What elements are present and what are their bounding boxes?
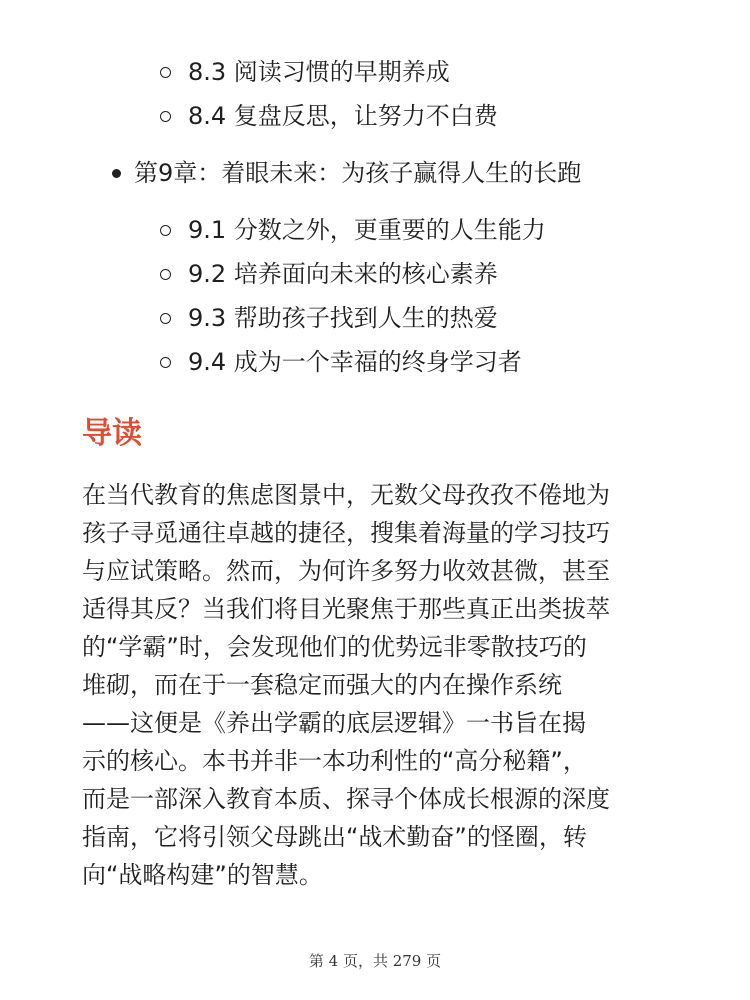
- hollow-circle-bullet-icon: [160, 225, 171, 236]
- paragraph-line: 与应试策略。然而，为何许多努力收效甚微，甚至: [82, 557, 610, 585]
- paragraph-line: 而是一部深入教育本质、探寻个体成长根源的深度: [82, 785, 610, 813]
- paragraph-line: ——这便是《养出学霸的底层逻辑》一书旨在揭: [82, 709, 586, 737]
- filled-circle-bullet-icon: [112, 169, 121, 178]
- section-heading: 导读: [82, 416, 142, 451]
- toc-chapter-item: [112, 153, 581, 193]
- toc-sub-item: [160, 298, 498, 338]
- paragraph-line: 示的核心。本书并非一本功利性的“高分秘籍”，: [82, 747, 587, 775]
- toc-sub-item: [160, 254, 498, 294]
- paragraph-line: 堆砌，而在于一套稳定而强大的内在操作系统: [82, 671, 562, 699]
- paragraph-line: 向“战略构建”的智慧。: [82, 861, 323, 889]
- toc-sub-item-label: 8.4 复盘反思，让努力不白费: [188, 102, 498, 130]
- page-number: 第 4 页，共 279 页: [308, 952, 442, 970]
- paragraph-line: 孩子寻觅通往卓越的捷径，搜集着海量的学习技巧: [82, 519, 610, 547]
- toc-sub-item: [160, 96, 498, 136]
- toc-sub-item-label: 8.3 阅读习惯的早期养成: [188, 58, 450, 86]
- toc-sub-item-label: 9.4 成为一个幸福的终身学习者: [188, 348, 522, 376]
- paragraph-line: 在当代教育的焦虑图景中，无数父母孜孜不倦地为: [82, 481, 610, 509]
- toc-sub-item: [160, 210, 546, 250]
- hollow-circle-bullet-icon: [160, 67, 171, 78]
- paragraph-line: 适得其反？当我们将目光聚焦于那些真正出类拔萃: [82, 595, 610, 623]
- toc-sub-item-label: 9.3 帮助孩子找到人生的热爱: [188, 304, 498, 332]
- paragraph-line: 的“学霸”时，会发现他们的优势远非零散技巧的: [82, 633, 587, 661]
- hollow-circle-bullet-icon: [160, 357, 171, 368]
- toc-chapter-label: 第9章：着眼未来：为孩子赢得人生的长跑: [134, 159, 582, 187]
- hollow-circle-bullet-icon: [160, 111, 171, 122]
- hollow-circle-bullet-icon: [160, 313, 171, 324]
- hollow-circle-bullet-icon: [160, 269, 171, 280]
- toc-sub-item-label: 9.2 培养面向未来的核心素养: [188, 260, 498, 288]
- toc-sub-item-label: 9.1 分数之外，更重要的人生能力: [188, 216, 546, 244]
- paragraph-line: 指南，它将引领父母跳出“战术勤奋”的怪圈，转: [82, 823, 587, 851]
- toc-sub-item: [160, 342, 522, 382]
- toc-sub-item: [160, 52, 450, 92]
